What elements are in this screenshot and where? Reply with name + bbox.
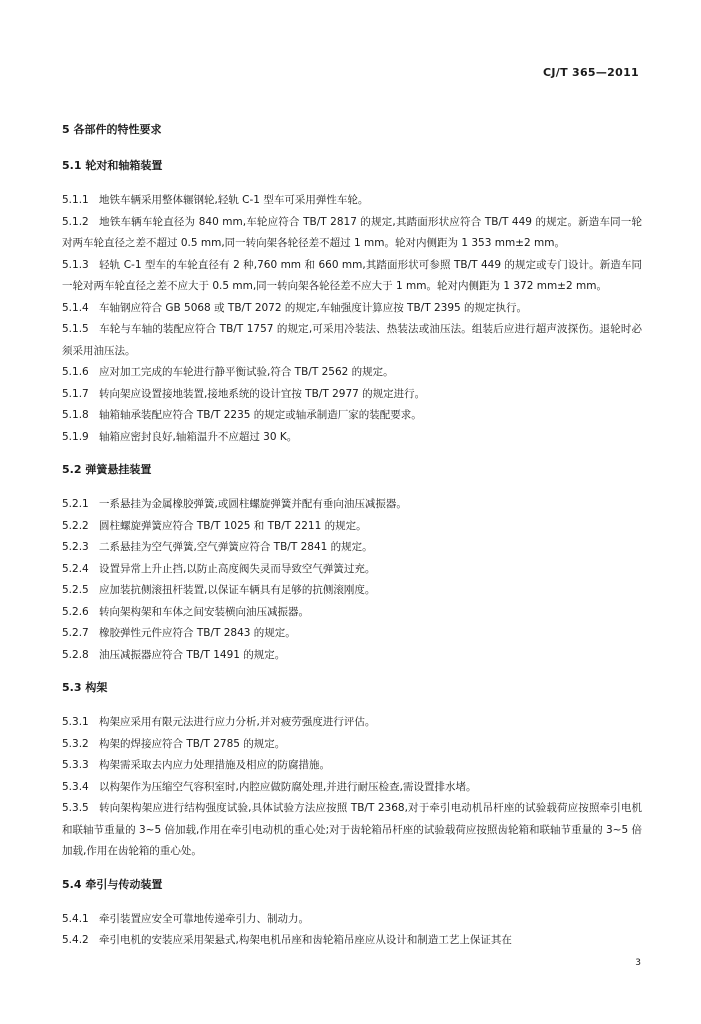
section-5-3-list: [62, 712, 642, 863]
section-5-2-title: 5.2 弹簧悬挂装置: [62, 463, 152, 476]
section-5-1-list: [62, 190, 642, 448]
clause-5-3-2: 5.3.2 构架的焊接应符合 TB/T 2785 的规定。: [62, 737, 286, 750]
clause-5-1-1: 5.1.1 地铁车辆采用整体辗钢轮,轻轨 C-1 型车可采用弹性车轮。: [62, 194, 369, 206]
section-5-4-list: [62, 909, 642, 952]
clause-5-1-4: 5.1.4 车轴钢应符合 GB 5068 或 TB/T 2072 的规定,车轴强度计算应按 TB/T 2395 的规定执行。: [62, 301, 528, 314]
section-5-1-title: 5.1 轮对和轴箱装置: [62, 159, 163, 172]
clause-5-4-2: 5.4.2 牵引电机的安装应采用架悬式,构架电机吊座和齿轮箱吊座应从设计和制造工艺上保证其在: [62, 934, 512, 946]
clause-5-1-7: 5.1.7 转向架应设置接地装置,接地系统的设计宜按 TB/T 2977 的规定进行。: [62, 387, 426, 400]
clause-5-2-6: 5.2.6 转向架构架和车体之间安装横向油压减振器。: [62, 605, 309, 618]
clause-5-1-3: 5.1.3 轻轨 C-1 型车的车轮直径有 2 种,760 mm 和 660 mm,其踏面形状可参照 TB/T 449 的规定或专门设计。新造车同一轮对两车轮直径之差不应大于 0.5 mm,同一转向架各轮径差不应大于 1 mm。轮对内侧距为 1 372 mm±2 mm。: [62, 258, 642, 292]
clause-5-2-4: 5.2.4 设置异常上升止挡,以防止高度阀失灵而导致空气弹簧过充。: [62, 562, 376, 575]
clause-5-4-1: 5.4.1 牵引装置应安全可靠地传递牵引力、制动力。: [62, 912, 309, 925]
clause-5-2-1: 5.2.1 一系悬挂为金属橡胶弹簧,或圆柱螺旋弹簧并配有垂向油压减振器。: [62, 498, 407, 510]
clause-5-1-2: 5.1.2 地铁车辆车轮直径为 840 mm,车轮应符合 TB/T 2817 的规定,其踏面形状应符合 TB/T 449 的规定。新造车同一轮对两车轮直径之差不超过 0.5 mm,同一转向架各轮径差不超过 1 mm。轮对内侧距为 1 353 mm±2 mm。: [62, 215, 642, 249]
section-5-3-title: 5.3 构架: [62, 681, 108, 694]
section-5-title: 5 各部件的特性要求: [62, 123, 162, 136]
clause-5-2-8: 5.2.8 油压减振器应符合 TB/T 1491 的规定。: [62, 648, 286, 661]
document-body: [62, 122, 642, 952]
clause-5-3-1: 5.3.1 构架应采用有限元法进行应力分析,并对疲劳强度进行评估。: [62, 716, 376, 728]
clause-5-1-6: 5.1.6 应对加工完成的车轮进行静平衡试验,符合 TB/T 2562 的规定。: [62, 366, 394, 378]
clause-5-1-5: 5.1.5 车轮与车轴的装配应符合 TB/T 1757 的规定,可采用冷装法、热装法或油压法。组装后应进行超声波探伤。退轮时必须采用油压法。: [62, 323, 642, 357]
clause-5-2-3: 5.2.3 二系悬挂为空气弹簧,空气弹簧应符合 TB/T 2841 的规定。: [62, 541, 373, 553]
clause-5-2-2: 5.2.2 圆柱螺旋弹簧应符合 TB/T 1025 和 TB/T 2211 的规定。: [62, 519, 367, 532]
page-number: 3: [635, 958, 641, 968]
clause-5-3-5: 5.3.5 转向架构架应进行结构强度试验,具体试验方法应按照 TB/T 2368,对于牵引电动机吊杆座的试验载荷应按照牵引电机和联轴节重量的 3~5 倍加载,作用在牵引电动机的重心处;对于齿轮箱吊杆座的试验载荷应按照齿轮箱和联轴节重量的 3~5 倍加载,作用在齿轮箱的重心处。: [62, 802, 642, 857]
clause-5-1-9: 5.1.9 轴箱应密封良好,轴箱温升不应超过 30 K。: [62, 430, 298, 443]
standard-code: CJ/T 365—2011: [543, 66, 639, 79]
section-5-4-title: 5.4 牵引与传动装置: [62, 877, 163, 891]
clause-5-1-8: 5.1.8 轴箱轴承装配应符合 TB/T 2235 的规定或轴承制造厂家的装配要求。: [62, 409, 422, 421]
section-5-2-list: [62, 494, 642, 666]
clause-5-2-5: 5.2.5 应加装抗侧滚扭杆装置,以保证车辆具有足够的抗侧滚刚度。: [62, 584, 376, 596]
clause-5-3-3: 5.3.3 构架需采取去内应力处理措施及相应的防腐措施。: [62, 759, 330, 771]
clause-5-2-7: 5.2.7 橡胶弹性元件应符合 TB/T 2843 的规定。: [62, 627, 296, 639]
clause-5-3-4: 5.3.4 以构架作为压缩空气容积室时,内腔应做防腐处理,并进行耐压检查,需设置排水堵。: [62, 780, 477, 793]
